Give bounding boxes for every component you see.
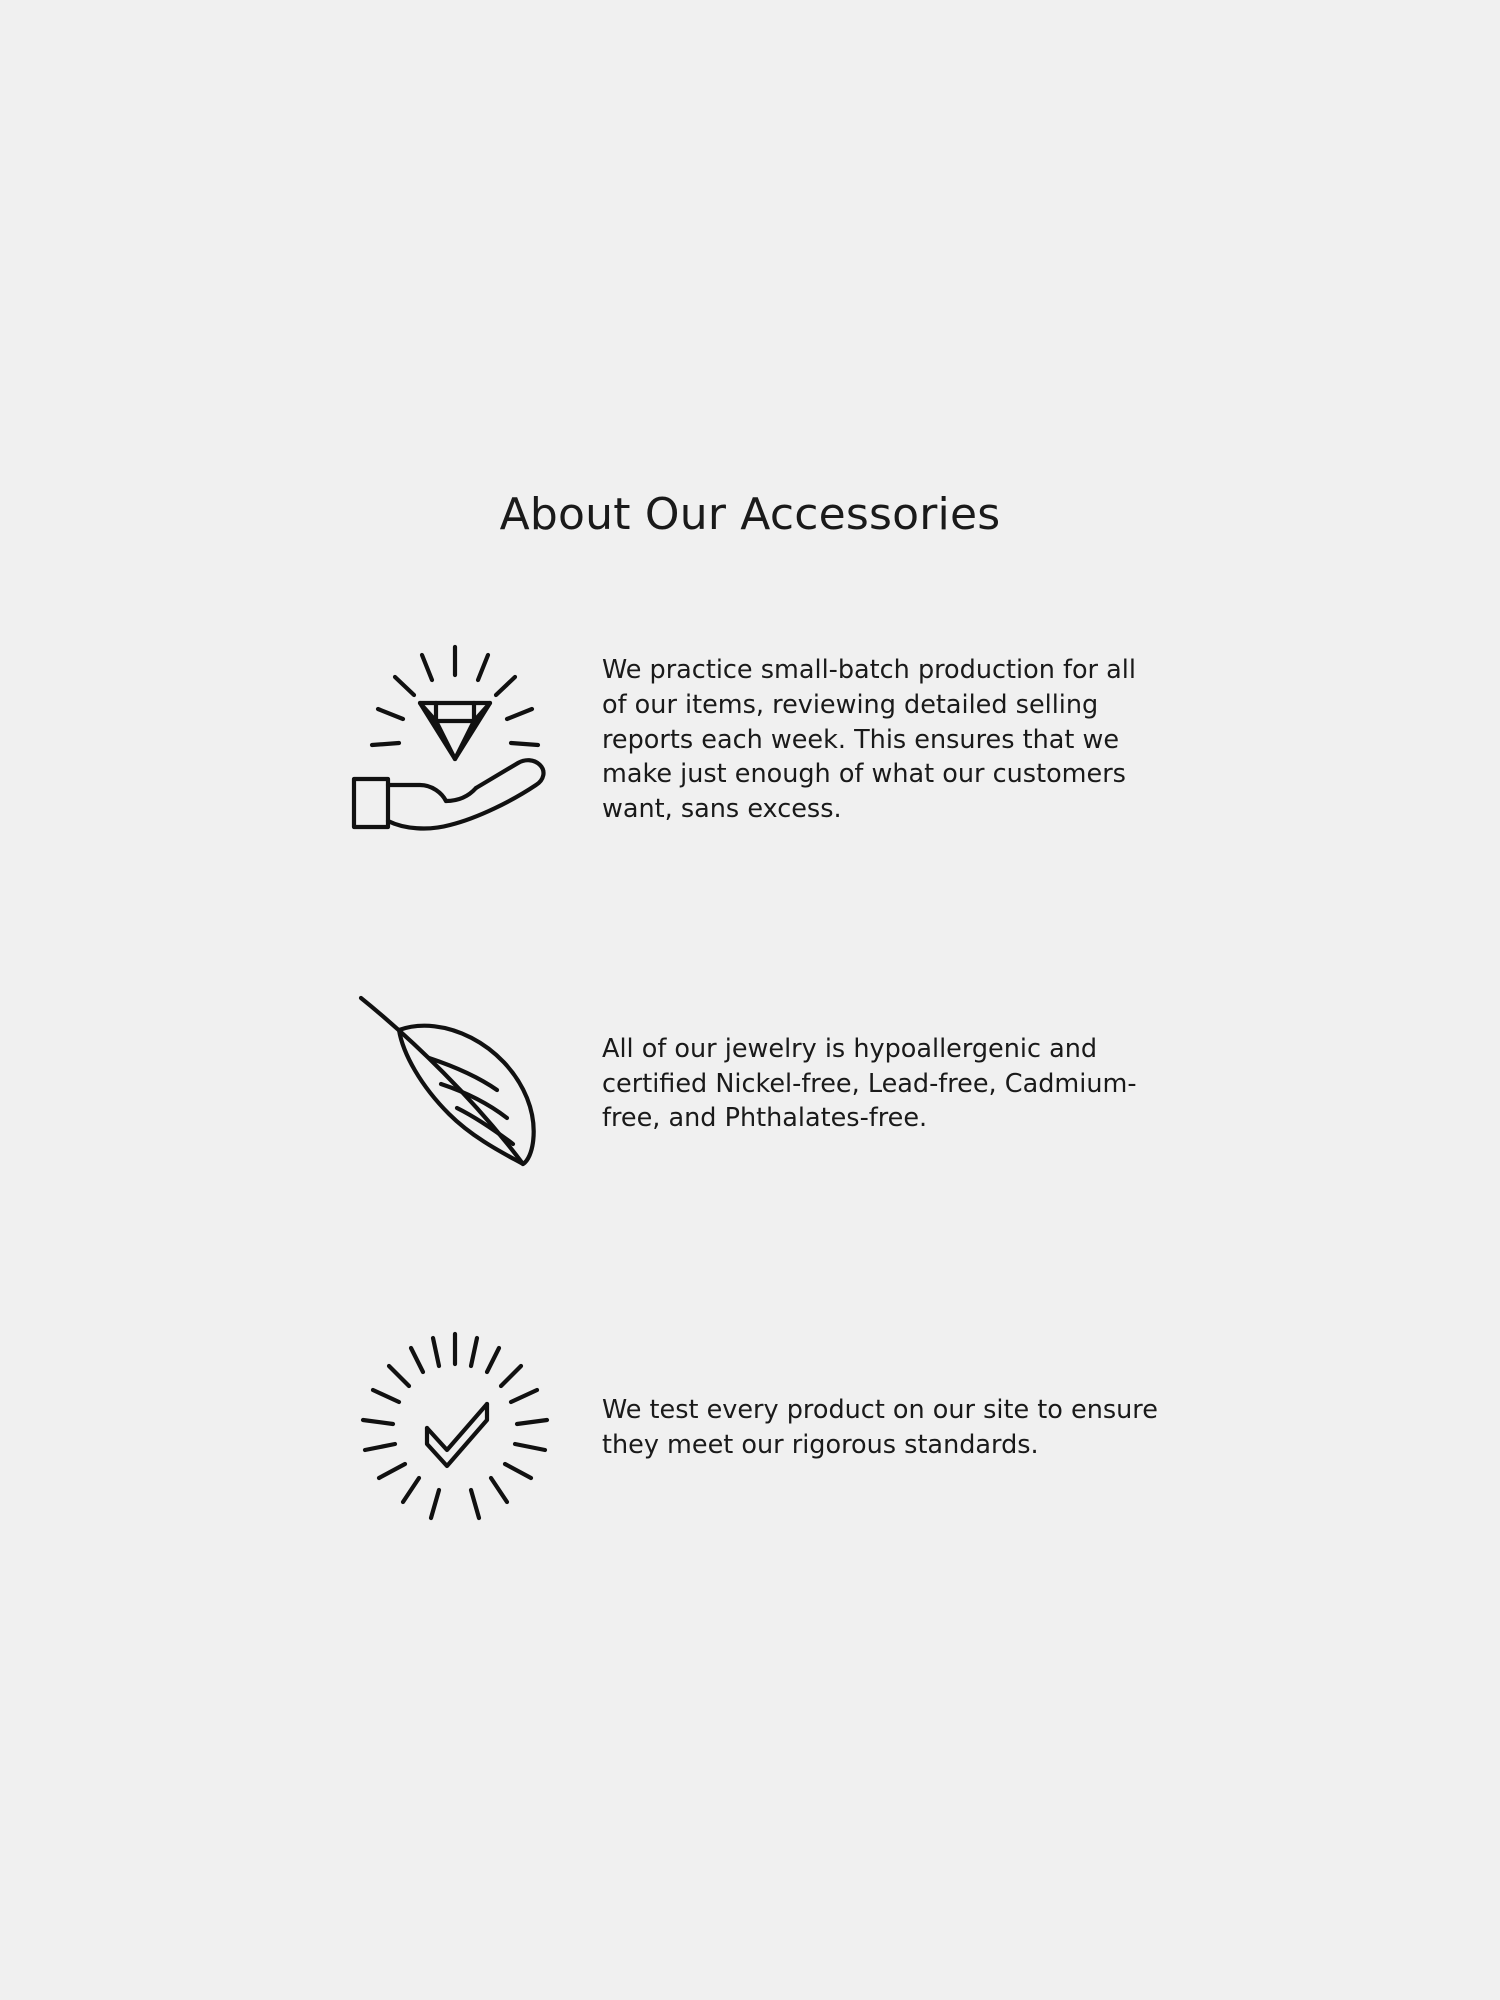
hand-holding-diamond-icon: [320, 620, 590, 860]
feature-list: [320, 620, 1200, 1652]
feature-description: All of our jewelry is hypoallergenic and certified Nickel-free, Lead-free, Cadmium-free, and Phthalates-free.: [602, 1033, 1137, 1134]
feature-description: We test every product on our site to ensure they meet our rigorous standards.: [602, 1395, 1158, 1460]
list-item: [320, 620, 1200, 860]
feather-icon: [320, 964, 590, 1204]
list-item: [320, 964, 1200, 1204]
feature-description: We practice small-batch production for all of our items, reviewing detailed selling reports each week. This ensures that we make just enough of what our customers want, sans excess.: [602, 655, 1136, 824]
page-title: About Our Accessories: [499, 489, 1001, 541]
list-item: [320, 1308, 1200, 1548]
shining-checkmark-icon: [320, 1308, 590, 1548]
